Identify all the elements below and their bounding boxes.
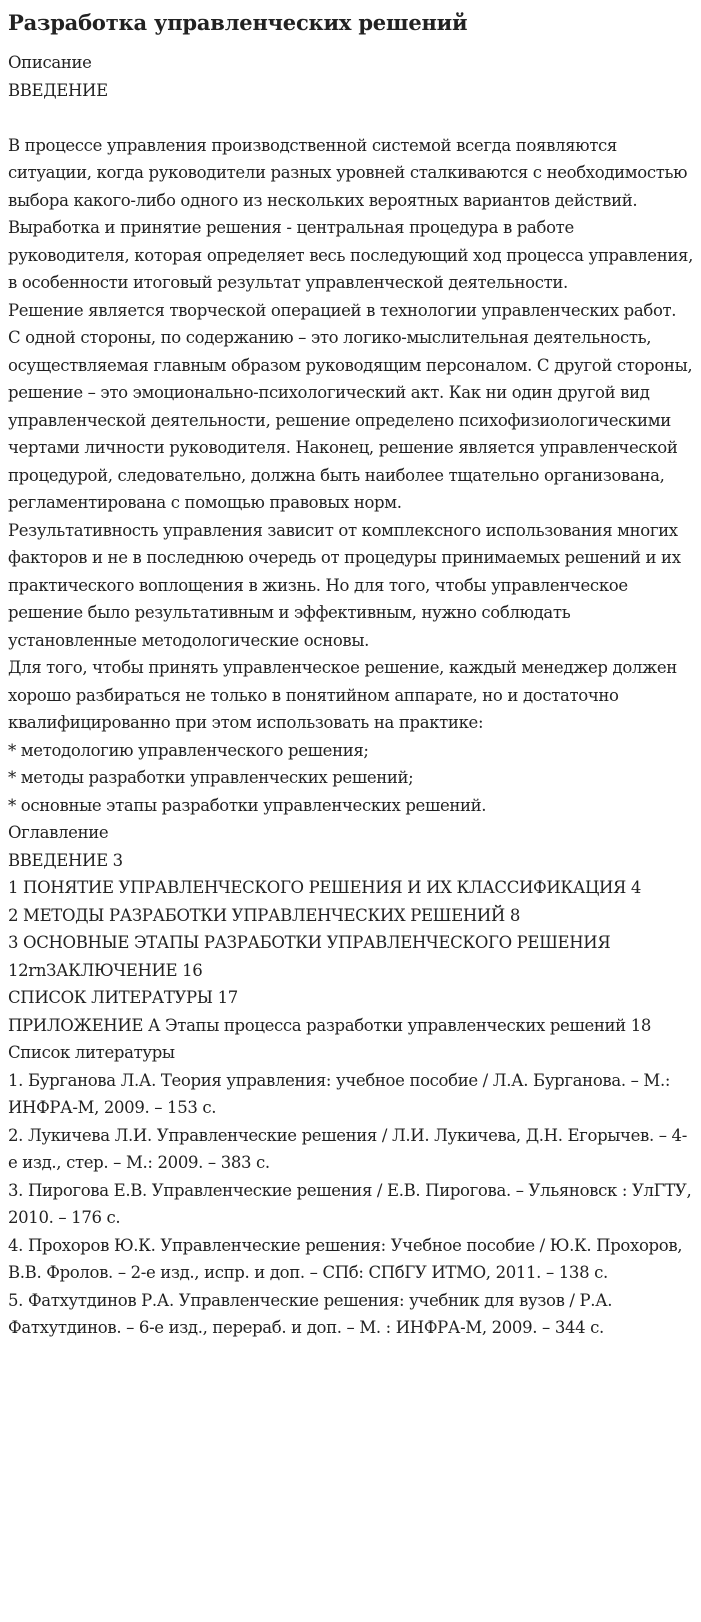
- toc-item: СПИСОК ЛИТЕРАТУРЫ 17: [8, 988, 238, 1007]
- reference-item: 2. Лукичева Л.И. Управленческие решения / Л.И. Лукичева, Д.Н. Егорычев. – 4-е изд., стер. – М.: 2009. – 383 с.: [8, 1125, 687, 1172]
- toc-item: ВВЕДЕНИЕ 3: [8, 850, 123, 870]
- toc-item: 1 ПОНЯТИЕ УПРАВЛЕНЧЕСКОГО РЕШЕНИЯ И ИХ КЛАССИФИКАЦИЯ 4: [8, 878, 642, 897]
- intro-bullet: * основные этапы разработки управленческих решений.: [8, 795, 487, 815]
- page-title: Разработка управленческих решений: [8, 10, 468, 35]
- intro-heading: ВВЕДЕНИЕ: [8, 80, 108, 100]
- intro-paragraph: Решение является творческой операцией в технологии управленческих работ. С одной стороны, по содержанию – это логико-мыслительная деятельность, осуществляемая главным образом руководящим персоналом. С другой стороны, решение – это эмоционально-психологический акт. Как ни один другой вид управленческой деятельности, решение определено психофизиологическими чертами личности руководителя. Наконец, решение является управленческой процедурой, следовательно, должна быть наиболее тщательно организована, регламентирована с помощью правовых норм.: [8, 300, 698, 512]
- spacer: [8, 104, 693, 132]
- reference-item: 4. Прохоров Ю.К. Управленческие решения: Учебное пособие / Ю.К. Прохоров, В.В. Фролов. – 2-е изд., испр. и доп. – СПб: СПбГУ ИТМО, 2011. – 138 с.: [8, 1235, 688, 1282]
- toc-item: ПРИЛОЖЕНИЕ А Этапы процесса разработки управленческих решений 18: [8, 1015, 651, 1035]
- intro-bullet: * методы разработки управленческих решений;: [8, 768, 414, 787]
- intro-paragraph: Для того, чтобы принять управленческое решение, каждый менеджер должен хорошо разбираться не только в понятийном аппарате, но и достаточно квалифицированно при этом использовать на практике:: [8, 658, 682, 732]
- reference-item: 1. Бурганова Л.А. Теория управления: учебное пособие / Л.А. Бурганова. – М.: ИНФРА-М, 2009. – 153 с.: [8, 1070, 675, 1117]
- reference-item: 3. Пирогова Е.В. Управленческие решения / Е.В. Пирогова. – Ульяновск : УлГТУ, 2010. – 176 с.: [8, 1180, 697, 1227]
- intro-paragraph: Результативность управления зависит от комплексного использования многих факторов и не в последнюю очередь от процедуры принимаемых решений и их практического воплощения в жизнь. Но для того, чтобы управленческое решение было результативным и эффективным, нужно соблюдать установленные методологические основы.: [8, 520, 686, 650]
- intro-bullet: * методологию управленческого решения;: [8, 740, 369, 760]
- references-label: Список литературы: [8, 1043, 175, 1062]
- toc-item: 2 МЕТОДЫ РАЗРАБОТКИ УПРАВЛЕНЧЕСКИХ РЕШЕНИЙ 8: [8, 905, 520, 925]
- product-description: [8, 49, 698, 1342]
- toc-label: Оглавление: [8, 823, 109, 842]
- description-label: Описание: [8, 53, 92, 72]
- reference-item: 5. Фатхутдинов Р.А. Управленческие решения: учебник для вузов / Р.А. Фатхутдинов. – 6-е изд., перераб. и доп. – М. : ИНФРА-М, 2009. – 344 с.: [8, 1290, 618, 1337]
- toc-item: 3 ОСНОВНЫЕ ЭТАПЫ РАЗРАБОТКИ УПРАВЛЕНЧЕСКОГО РЕШЕНИЯ 12rnЗАКЛЮЧЕНИЕ 16: [8, 933, 616, 980]
- intro-paragraph: В процессе управления производственной системой всегда появляются ситуации, когда руководители разных уровней сталкиваются с необходимостью выбора какого-либо одного из нескольких вероятных вариантов действий. Выработка и принятие решения - центральная процедура в работе руководителя, которая определяет весь последующий ход процесса управления, в особенности итоговый результат управленческой деятельности.: [8, 135, 698, 292]
